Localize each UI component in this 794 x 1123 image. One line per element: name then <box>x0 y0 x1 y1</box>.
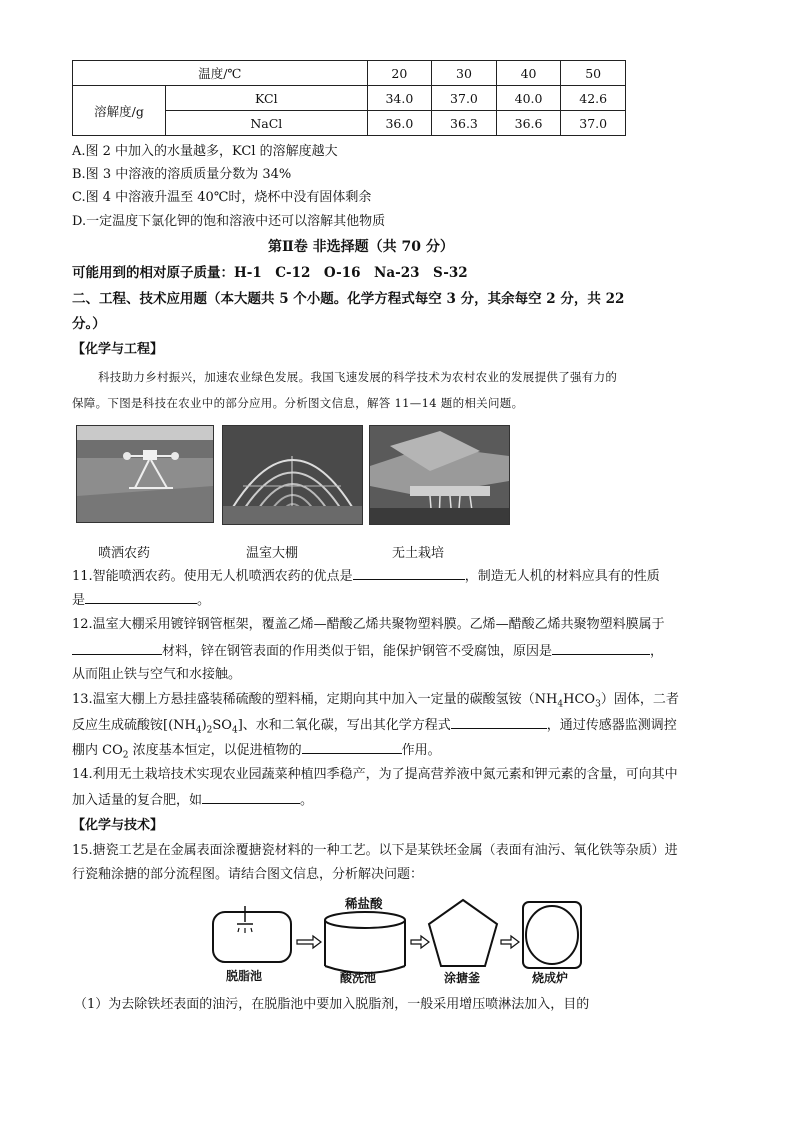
option-b: B.图 3 中溶液的溶质质量分数为 34% <box>72 167 292 182</box>
greenhouse-image <box>222 425 363 525</box>
firing-furnace-icon <box>523 902 581 968</box>
q12-text: ， <box>650 644 664 659</box>
q15-line-1: 15.搪瓷工艺是在金属表面涂覆搪瓷材料的一种工艺。以下是某铁坯金属（表面有油污、氧化铁等杂质）进 <box>72 843 678 858</box>
table-header-row <box>73 61 626 86</box>
value-cell: 36.6 <box>496 111 561 136</box>
q11-line-1 <box>72 565 660 588</box>
q13-line-2 <box>72 714 677 742</box>
q13-equation-blank[interactable] <box>451 714 547 729</box>
q15-part1: （1）为去除铁坯表面的油污，在脱脂池中要加入脱脂剂，一般采用增压喷淋法加入，目的 <box>74 997 590 1012</box>
intro-line-1: 科技助力乡村振兴，加速农业绿色发展。我国飞速发展的科学技术为农村农业的发展提供了强有力的 <box>98 370 618 384</box>
block-title-engineering: 【化学与工程】 <box>72 342 164 357</box>
q13-text: ]、水和二氧化碳，写出其化学方程式 <box>237 718 451 733</box>
value-cell: 34.0 <box>367 86 432 111</box>
caption-soilless: 无土栽培 <box>392 546 445 561</box>
q12-line-1: 12.温室大棚采用镀锌钢管框架，覆盖乙烯—醋酸乙烯共聚物塑料膜。乙烯—醋酸乙烯共聚物塑料膜属于 <box>72 617 665 632</box>
q13-subscript: 3 <box>595 699 601 710</box>
q13-subscript: 2 <box>122 750 129 761</box>
value-cell: 37.0 <box>561 111 626 136</box>
value-cell: 37.0 <box>432 86 497 111</box>
q11-text: 是 <box>72 593 86 608</box>
caption-greenhouse: 温室大棚 <box>246 546 299 561</box>
step-degreasing: 脱脂池 <box>226 969 263 983</box>
q13-answer-blank[interactable] <box>302 739 402 754</box>
temp-cell: 20 <box>367 61 432 86</box>
option-c: C.图 4 中溶液升温至 40℃时，烧杯中没有固体剩余 <box>72 190 372 205</box>
table-row <box>73 86 626 111</box>
q13-text: 棚内 CO <box>72 743 123 758</box>
spray-icon <box>238 928 252 933</box>
q11-text: 。 <box>197 593 211 608</box>
degreasing-tank-icon <box>213 912 291 962</box>
q13-text: ，通过传感器监测调控 <box>546 718 677 733</box>
caption-spraying: 喷洒农药 <box>98 546 151 561</box>
q11-answer-blank-1[interactable] <box>353 565 465 580</box>
arrow-icon <box>297 936 321 948</box>
q13-subscript: 2 <box>206 725 213 736</box>
q13-text: 作用。 <box>401 743 441 758</box>
q13-line-3 <box>72 739 441 767</box>
part2-title-cont: 分。） <box>72 316 106 332</box>
q14-line-2 <box>72 789 313 812</box>
q15-line-2: 行瓷釉涂搪的部分流程图。请结合图文信息，分析解决问题： <box>72 867 424 882</box>
block-title-technology: 【化学与技术】 <box>72 818 164 833</box>
option-d: D.一定温度下氯化钾的饱和溶液中还可以溶解其他物质 <box>72 214 386 229</box>
q12-answer-blank-2[interactable] <box>552 640 650 655</box>
q14-text: 加入适量的复合肥，如 <box>72 793 203 808</box>
q13-subscript: 4 <box>195 725 202 736</box>
q11-text: ，制造无人机的材料应具有的性质 <box>464 569 660 584</box>
q13-text: 13.温室大棚上方悬挂盛装稀硫酸的塑料桶，定期向其中加入一定量的碳酸氢铵（NH <box>72 692 558 707</box>
step-firing: 烧成炉 <box>532 971 569 985</box>
solubility-row-label: 溶解度/g <box>73 86 166 136</box>
substance-name: NaCl <box>166 111 368 136</box>
acid-label: 稀盐酸 <box>345 896 383 911</box>
q11-text: 11.智能喷洒农药。使用无人机喷洒农药的优点是 <box>72 569 353 584</box>
atomic-masses: 可能用到的相对原子质量：H-1 C-12 O-16 Na-23 S-32 <box>72 265 468 281</box>
temperature-header: 温度/℃ <box>73 61 368 86</box>
q13-text: ）固体，二者 <box>600 692 679 707</box>
soilless-culture-image <box>369 425 510 525</box>
q13-subscript: 4 <box>557 699 564 710</box>
acid-wash-tank-icon <box>325 912 405 973</box>
temp-cell: 30 <box>432 61 497 86</box>
q12-answer-blank-1[interactable] <box>72 640 162 655</box>
value-cell: 40.0 <box>496 86 561 111</box>
q12-line-2 <box>72 640 663 663</box>
q11-line-2 <box>72 589 210 612</box>
q14-answer-blank[interactable] <box>202 789 300 804</box>
section-title: 第Ⅱ卷 非选择题（共 70 分） <box>268 239 454 255</box>
step-acid-wash: 酸洗池 <box>340 971 377 985</box>
intro-line-2: 保障。下图是科技在农业中的部分应用。分析图文信息，解答 11—14 题的相关问题。 <box>72 396 524 410</box>
q11-answer-blank-2[interactable] <box>85 589 197 604</box>
substance-name: KCl <box>166 86 368 111</box>
q13-text: ) <box>201 718 207 733</box>
arrow-icon <box>501 936 519 948</box>
q12-text: 材料，锌在钢管表面的作用类似于铝，能保护钢管不受腐蚀，原因是 <box>162 644 553 659</box>
q13-text: 浓度基本恒定，以促进植物的 <box>128 743 302 758</box>
q14-line-1: 14.利用无土栽培技术实现农业园蔬菜种植四季稳产，为了提高营养液中氮元素和钾元素的含量，可向其中 <box>72 767 678 782</box>
value-cell: 36.0 <box>367 111 432 136</box>
q13-line-1 <box>72 689 679 716</box>
q13-text: SO <box>212 718 232 733</box>
part2-title: 二、工程、技术应用题（本大题共 5 个小题。化学方程式每空 3 分，其余每空 2 分，共 22 <box>72 291 625 307</box>
coating-kettle-icon <box>429 900 497 966</box>
q12-line-3: 从而阻止铁与空气和水接触。 <box>72 667 242 682</box>
temp-cell: 50 <box>561 61 626 86</box>
option-a: A.图 2 中加入的水量越多，KCl 的溶解度越大 <box>72 144 338 159</box>
solubility-table <box>72 60 626 136</box>
value-cell: 36.3 <box>432 111 497 136</box>
q13-text: HCO <box>563 692 596 707</box>
arrow-icon <box>411 936 429 948</box>
drone-spraying-image <box>76 425 214 523</box>
value-cell: 42.6 <box>561 86 626 111</box>
q13-text: 反应生成硫酸铵[(NH <box>72 718 196 733</box>
step-coating: 涂搪釜 <box>444 971 481 985</box>
q14-text: 。 <box>300 793 314 808</box>
temp-cell: 40 <box>496 61 561 86</box>
q13-subscript: 4 <box>231 725 238 736</box>
